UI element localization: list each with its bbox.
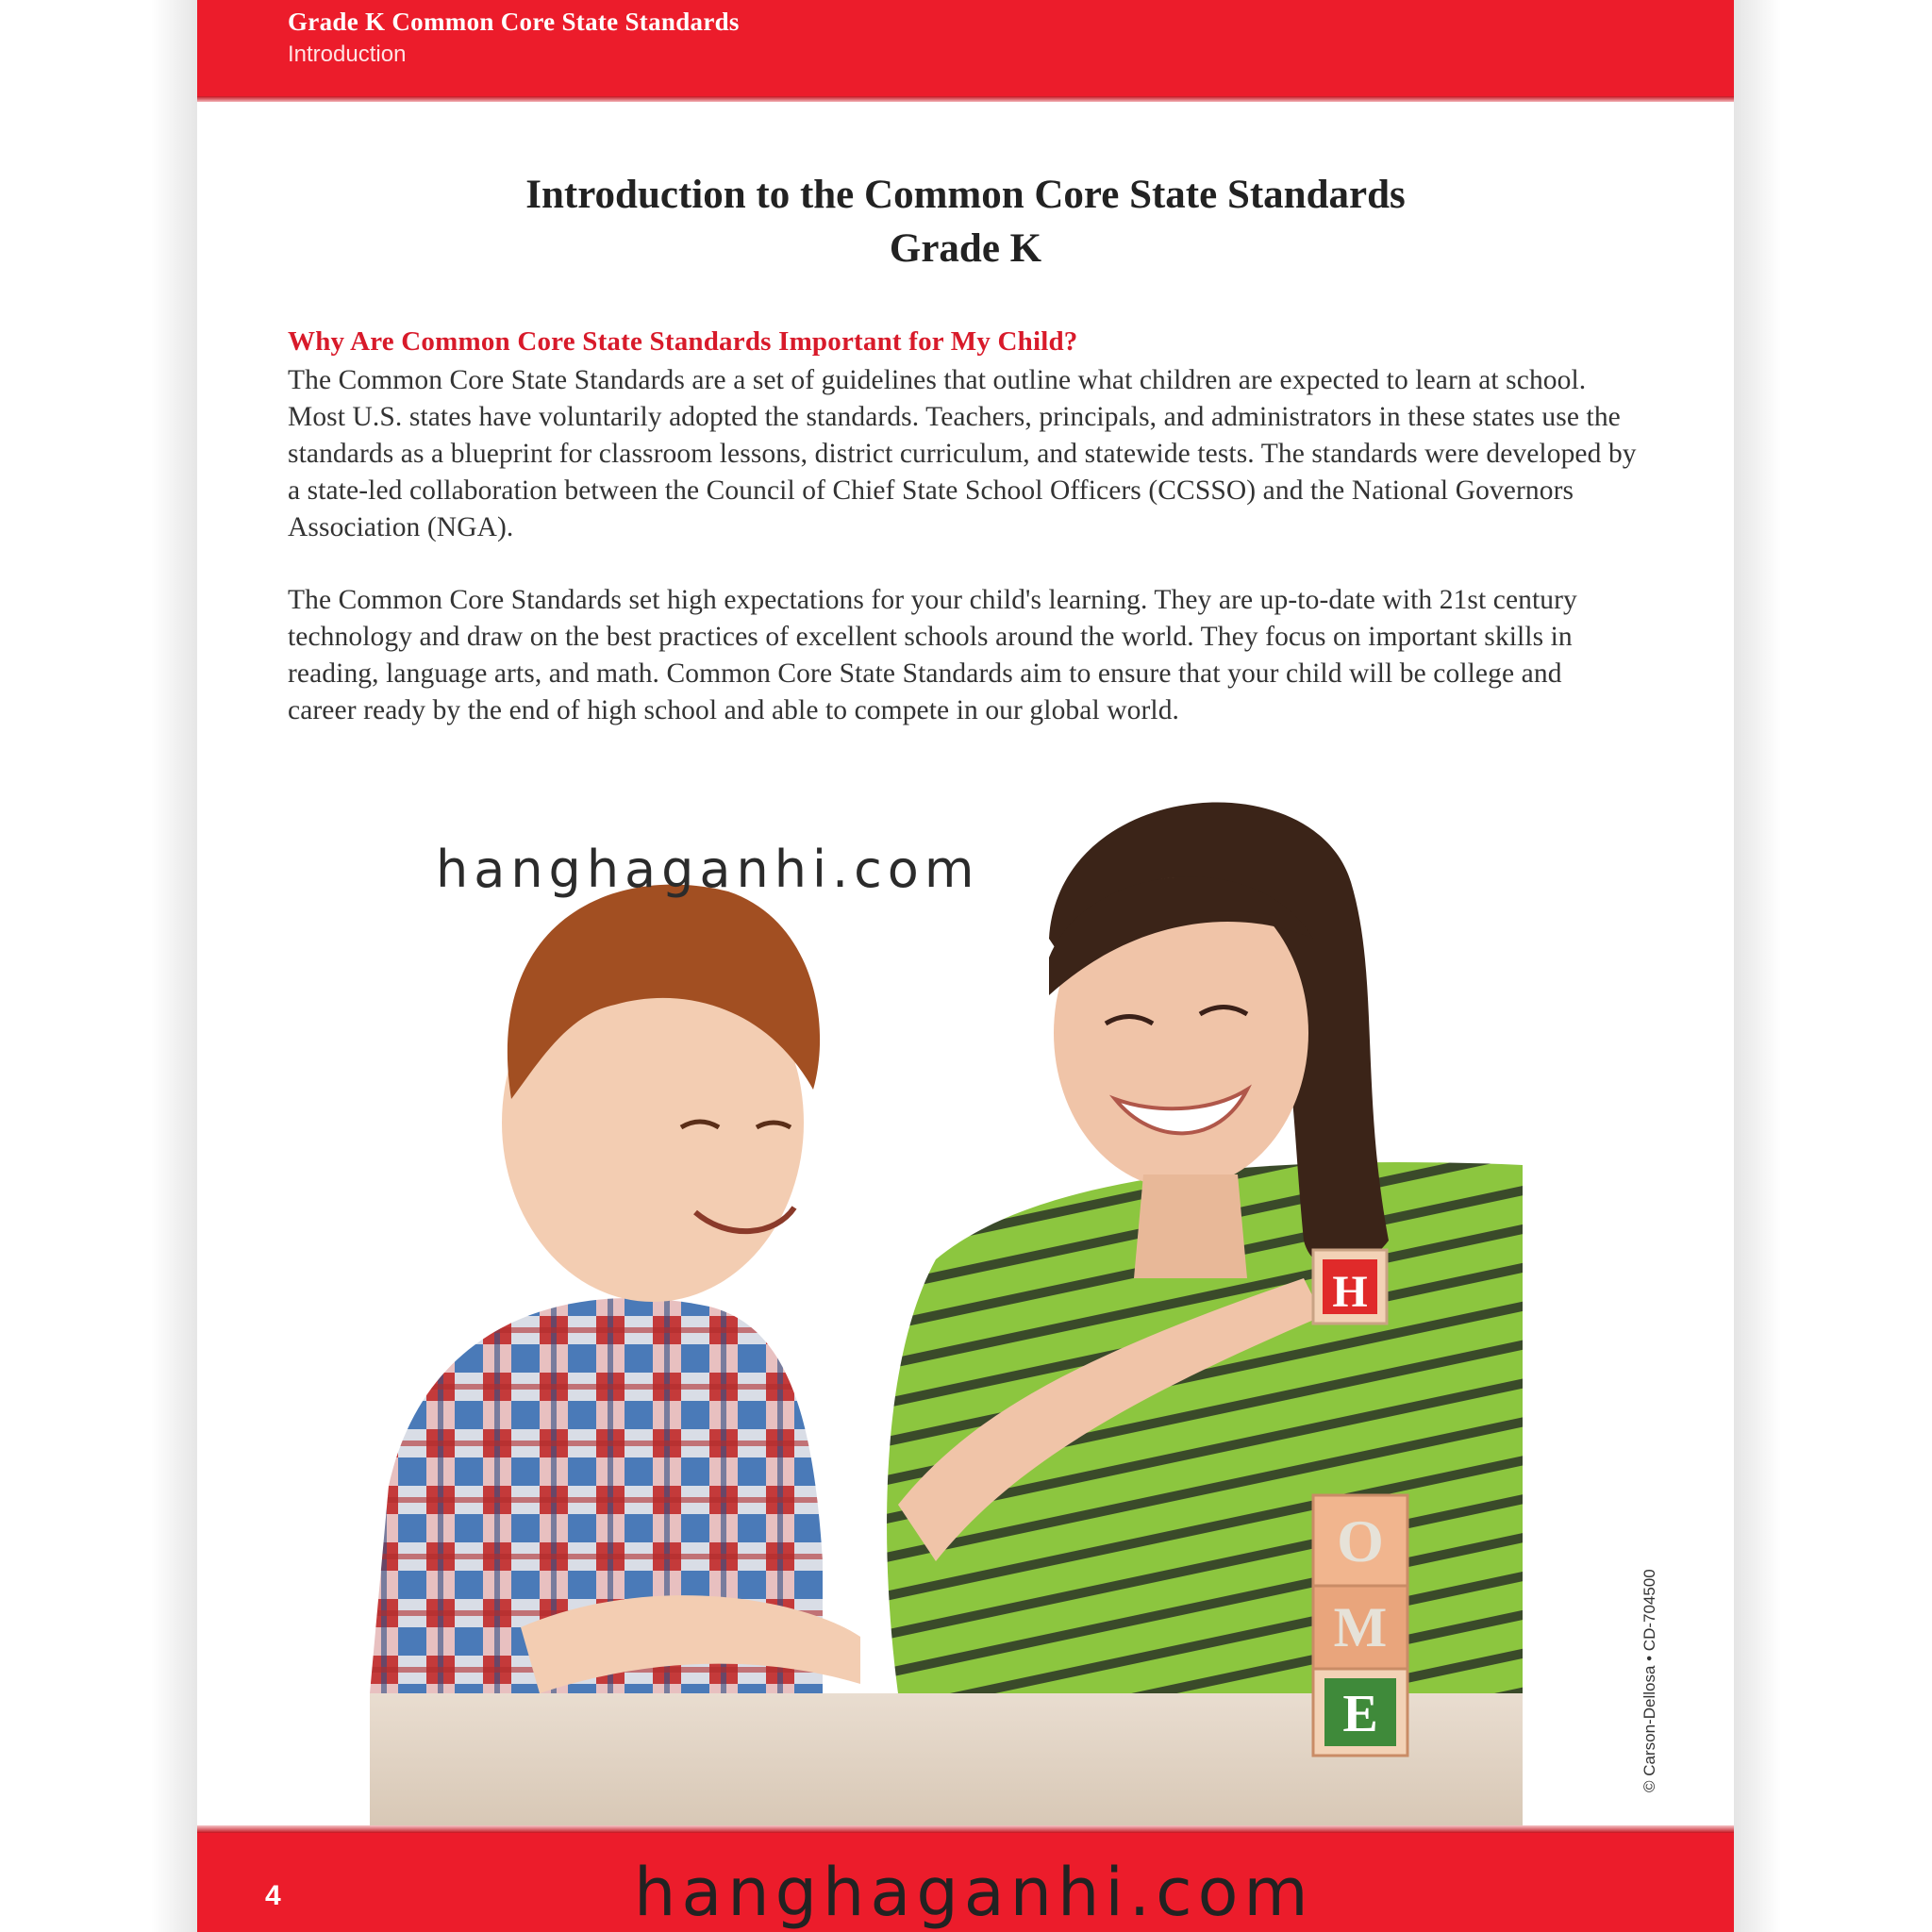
block-letter-e: E — [1342, 1685, 1378, 1743]
block-letter-h: H — [1332, 1267, 1368, 1317]
header-band — [197, 0, 1734, 96]
letter-block-e — [1313, 1669, 1407, 1756]
body-paragraph-1: The Common Core State Standards are a set of guidelines that outline what children are expected to learn at school. Most U.S. states have voluntarily adopted the standards. Teachers, principals, and administrators in these states use the standards as a blueprint for classroom lessons, district curriculum, and statewide tests. The standards were developed by a state-led collaboration between the Council of Chief State School Officers (CCSSO) and the National Governors Association (NGA). — [288, 365, 1637, 542]
section-heading: Why Are Common Core State Standards Important for My Child? — [288, 326, 1078, 357]
page-shadow-left — [151, 0, 198, 1932]
letter-block-m — [1313, 1586, 1407, 1669]
running-head-section: Introduction — [288, 42, 407, 67]
document-page — [197, 0, 1734, 1932]
title-line-2: Grade K — [889, 226, 1042, 271]
copyright-notice: © Carson-Dellosa • CD-704500 — [1641, 1569, 1658, 1792]
page-shadow-right — [1734, 0, 1781, 1932]
running-head: Grade K Common Core State Standards — [288, 8, 740, 36]
title-line-1: Introduction to the Common Core State Standards — [525, 173, 1406, 217]
block-letter-m: M — [1333, 1596, 1388, 1658]
block-letter-o: O — [1337, 1507, 1384, 1574]
letter-block-o — [1313, 1495, 1407, 1586]
letter-block-h — [1313, 1250, 1387, 1324]
page-title — [197, 168, 1734, 275]
watermark-middle: hanghaganhi.com — [436, 840, 980, 899]
page-number: 4 — [265, 1880, 281, 1911]
body-paragraph-2: The Common Core Standards set high expectations for your child's learning. They are up-to-date with 21st century technology and draw on the best practices of excellent schools around the world. They focus on important skills in reading, language arts, and math. Common Core State Standards aim to ensure that your child will be college and career ready by the end of high school and able to compete in our global world. — [288, 585, 1577, 725]
watermark-bottom: hanghaganhi.com — [634, 1854, 1314, 1931]
mother-child-photo — [370, 750, 1523, 1825]
